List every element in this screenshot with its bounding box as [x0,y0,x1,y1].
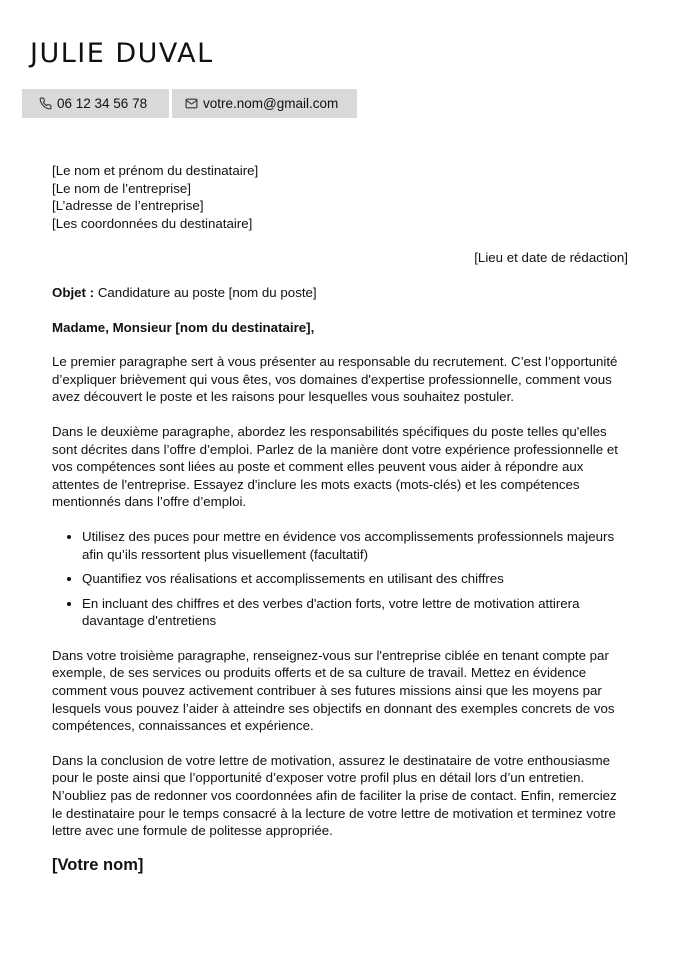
phone-icon [39,97,52,110]
paragraph-2: Dans le deuxième paragraphe, abordez les responsabilités spécifiques du poste telles qu'elles sont décrites dans l’offre d’emploi. Parlez de la manière dont votre expérience professionnelle et vos compétences sont liées au poste et comment elles peuvent vous aider à répondre aux attentes de l'entreprise. Essayez d'inclure les mots exacts (mots-clés) et les compétences mentionnés dans l’offre d’emploi. [52,423,618,510]
place-date: [Lieu et date de rédaction] [474,250,628,266]
envelope-icon [185,97,198,110]
list-item: • Quantifiez vos réalisations et accomplissements en utilisant des chiffres [82,570,628,588]
paragraph-1: Le premier paragraphe sert à vous présenter au responsable du recrutement. C’est l’opportunité d’expliquer brièvement qui vous êtes, vos domaines d'expertise professionnelle, comment vous avez découvert le poste et les raisons pour lesquelles vous souhaitez postuler. [52,354,618,405]
salutation: Madame, Monsieur [nom du destinataire], [52,319,315,335]
recipient-block [52,162,628,232]
paragraph-3: Dans votre troisième paragraphe, renseignez-vous sur l'entreprise ciblée en tenant compte par exemple, de ses services ou produits offerts et de sa culture de travail. Mettez en évidence comment vous pouvez activement contribuer à ses futures missions ainsi que les moyens par lesquels vous pouvez l’aider à atteindre ses objectifs en donnant des exemples concrets de vos compétences, connaissances et expérience. [52,647,615,734]
applicant-name: JULIE DUVAL [30,38,214,69]
recipient-name: [Le nom et prénom du destinataire] [52,163,259,178]
recipient-company: [Le nom de l’entreprise] [52,180,191,196]
email-address: votre.nom@gmail.com [203,96,339,111]
email-contact [172,89,357,118]
list-item: • En incluant des chiffres et des verbes d'action forts, votre lettre de motivation attirera davantage d'entretiens [82,595,628,630]
object-text: Candidature au poste [nom du poste] [97,284,317,300]
list-item: • Utilisez des puces pour mettre en évidence vos accomplissements professionnels majeurs afin qu’ils ressortent plus visuellement (facultatif) [82,528,628,563]
paragraph-4: Dans la conclusion de votre lettre de motivation, assurez le destinataire de votre enthousiasme pour le poste ainsi que l’opportunité d’exposer votre profil plus en détail lors d’un entretien. N’oubliez pas de redonner vos coordonnées afin de faciliter la prise de contact. Enfin, remerciez le destinataire pour le temps consacré à la lecture de votre lettre de motivation et terminez votre lettre avec une formule de politesse appropriée. [52,752,617,839]
object-label: Objet : [52,284,95,300]
signature: [Votre nom] [52,855,144,874]
letter-body [52,162,628,874]
recipient-address: [L’adresse de l’entreprise] [52,198,204,214]
phone-number: 06 12 34 56 78 [57,96,148,111]
bullet-list [52,528,628,630]
phone-contact [22,89,169,118]
contact-bar [22,89,357,118]
object-line [52,284,628,302]
recipient-contact: [Les coordonnées du destinataire] [52,215,253,231]
